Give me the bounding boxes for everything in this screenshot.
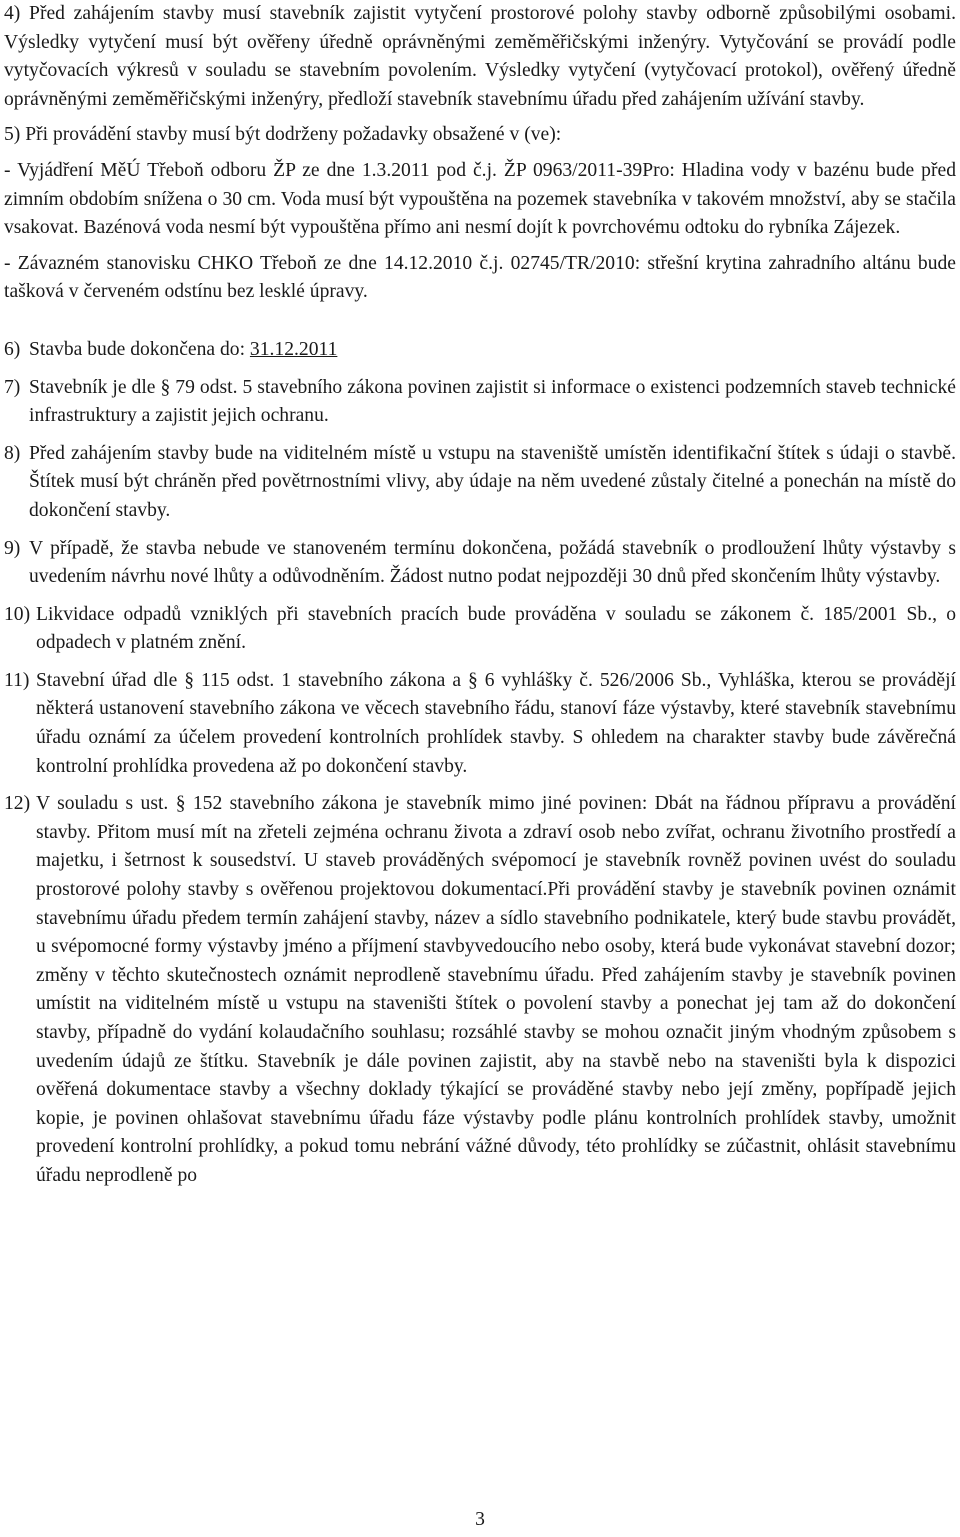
item-8: [4, 440, 956, 526]
item-7: [4, 374, 956, 431]
item-9: [4, 535, 956, 592]
paragraph-5-chko-statement: - Závazném stanovisku CHKO Třeboň ze dne 14.12.2010 č.j. 02745/TR/2010: střešní krytina zahradního altánu bude tašková v červeném odstínu bez lesklé úpravy.: [4, 252, 956, 303]
item-text: [29, 336, 956, 365]
item-text: Likvidace odpadů vzniklých při stavebních pracích bude prováděna v souladu se zákonem č. 185/2001 Sb., o odpadech v platném znění.: [36, 603, 956, 654]
item-text: V případě, že stavba nebude ve stanoveném termínu dokončena, požádá stavebník o prodloužení lhůty výstavby s uvedením návrhu nové lhůty a odůvodněním. Žádost nutno podat nejpozději 30 dnů před skončením lhůty výstavby.: [29, 537, 956, 588]
item-number: 8): [4, 442, 21, 464]
paragraph-4: 4) Před zahájením stavby musí stavebník zajistit vytyčení prostorové polohy stavby odborně způsobilými osobami. Výsledky vytyčení musí být ověřeny úředně oprávněnými zeměměřičskými inženýry. Vytyčování se provádí podle vytyčovacích výkresů v souladu se stavebním povolením. Výsledky vytyčení (vytyčovací protokol), ověřený úředně oprávněnými zeměměřičskými inženýry, předloží stavebník stavebnímu úřadu před zahájením užívání stavby.: [4, 3, 956, 110]
item-text: Před zahájením stavby bude na viditelném místě u vstupu na staveniště umístěn identifikační štítek s údaji o stavbě. Štítek musí být chráněn před povětrnostními vlivy, aby údaje na něm uvedené zůstaly čitelné a ponechán na místě do dokončení stavby.: [29, 442, 956, 521]
item-number: 6): [4, 338, 21, 360]
item-10: [4, 601, 956, 658]
document-page: [4, 0, 956, 1191]
paragraph-5: 5) Při provádění stavby musí být dodrženy požadavky obsažené v (ve):: [4, 124, 562, 146]
item-11: [4, 667, 956, 781]
item-6: [4, 336, 956, 365]
paragraph-5-water-authority: - Vyjádření MěÚ Třeboň odboru ŽP ze dne 1.3.2011 pod č.j. ŽP 0963/2011-39Pro: Hladina vody v bazénu bude před zimním obdobím snížena o 30 cm. Voda musí být vypouštěna na pozemek stavebníka v takovém množství, aby se stačila vsakovat. Bazénová voda nesmí být vypouštěna přímo ani nesmí dojít k povrchovému odtoku do rybníka Zájezek.: [4, 159, 956, 239]
item-text: V souladu s ust. § 152 stavebního zákona je stavebník mimo jiné povinen: Dbát na řádnou přípravu a provádění stavby. Přitom musí mít na zřeteli zejména ochranu života a zdraví osob nebo zvířat, ochranu životního prostředí a majetku, i šetrnost k sousedství. U staveb prováděných svépomocí je stavebník rovněž povinen uvést do souladu prostorové polohy stavby s ověřenou projektovou dokumentací.Při provádění stavby je stavebník povinen oznámit stavebnímu úřadu předem termín zahájení stavby, název a sídlo stavebního podnikatele, který bude stavbu provádět, u svépomocné formy výstavby jméno a příjmení stavbyvedoucího nebo osoby, která bude vykonávat stavební dozor; změny v těchto skutečnostech oznámit neprodleně stavebnímu úřadu. Před zahájením stavby je stavebník povinen umístit na viditelném místě u vstupu na staveništi štítek o povolení stavby a ponechat jej tam až do dokončení stavby, případně do vydání kolaudačního souhlasu; rozsáhlé stavby se mohou označit jiným vhodným způsobem s uvedením údajů ze štítku. Stavebník je dále povinen zajistit, aby na stavbě nebo na staveništi byla k dispozici ověřená dokumentace stavby a všechny doklady týkající se prováděné stavby nebo její změny, popřípadě jejich kopie, je povinen ohlašovat stavebnímu úřadu fáze výstavby podle plánu kontrolních prohlídek stavby, umožnit provedení kontrolní prohlídky, a pokud tomu nebrání vážné důvody, této prohlídky se zúčastnit, ohlásit stavebnímu úřadu neprodleně po: [36, 793, 956, 1186]
item-text: Stavebník je dle § 79 odst. 5 stavebního zákona povinen zajistit si informace o existenci podzemních staveb technické infrastruktury a zajistit jejich ochranu.: [29, 376, 956, 427]
item-number: 7): [4, 376, 21, 398]
completion-date: 31.12.2011: [249, 338, 338, 360]
item-number: 10): [4, 603, 31, 625]
item-12: [4, 790, 956, 1190]
item-text: Stavební úřad dle § 115 odst. 1 stavebního zákona a § 6 vyhlášky č. 526/2006 Sb., Vyhláška, kterou se provádějí některá ustanovení stavebního zákona ve věcech stavebního řádu, stanoví fáze výstavby, které stavebník stavebnímu úřadu oznámí za účelem provedení kontrolních prohlídek stavby. S ohledem na charakter stavby bude závěrečná kontrolní prohlídka provedena až po dokončení stavby.: [36, 669, 956, 777]
item-number: 12): [4, 793, 31, 815]
page-number: 3: [475, 1509, 485, 1530]
item-number: 11): [4, 669, 30, 691]
item-number: 9): [4, 537, 21, 559]
completion-label: Stavba bude dokončena do:: [29, 338, 250, 360]
